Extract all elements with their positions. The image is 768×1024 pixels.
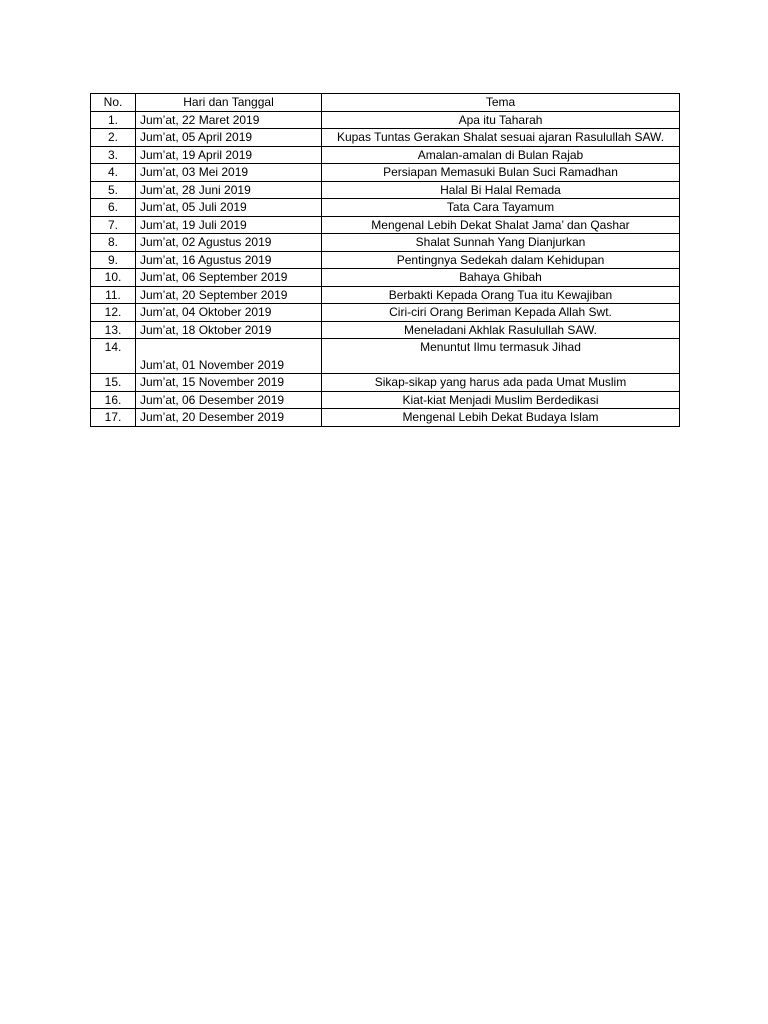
table-row xyxy=(91,164,680,182)
row-date: Jum’at, 02 Agustus 2019 xyxy=(136,234,322,252)
schedule-table xyxy=(90,93,680,427)
row-number: 6. xyxy=(91,199,136,217)
table-row xyxy=(91,304,680,322)
table-row xyxy=(91,199,680,217)
table-row xyxy=(91,374,680,392)
row-theme: Sikap-sikap yang harus ada pada Umat Muslim xyxy=(322,374,680,392)
row-theme: Halal Bi Halal Remada xyxy=(322,181,680,199)
row-date: Jum’at, 01 November 2019 xyxy=(136,339,322,374)
row-theme: Persiapan Memasuki Bulan Suci Ramadhan xyxy=(322,164,680,182)
table-row xyxy=(91,234,680,252)
row-date: Jum’at, 03 Mei 2019 xyxy=(136,164,322,182)
row-theme: Mengenal Lebih Dekat Shalat Jama’ dan Qashar xyxy=(322,216,680,234)
row-number: 11. xyxy=(91,286,136,304)
table-row xyxy=(91,181,680,199)
table-body xyxy=(91,111,680,426)
row-theme: Kupas Tuntas Gerakan Shalat sesuai ajaran Rasulullah SAW. xyxy=(322,129,680,147)
header-date: Hari dan Tanggal xyxy=(136,94,322,112)
row-date: Jum’at, 18 Oktober 2019 xyxy=(136,321,322,339)
row-number: 14. xyxy=(91,339,136,374)
document-page xyxy=(90,93,679,427)
row-number: 10. xyxy=(91,269,136,287)
row-number: 2. xyxy=(91,129,136,147)
row-theme: Bahaya Ghibah xyxy=(322,269,680,287)
row-theme: Meneladani Akhlak Rasulullah SAW. xyxy=(322,321,680,339)
table-row xyxy=(91,391,680,409)
row-number: 8. xyxy=(91,234,136,252)
table-row xyxy=(91,129,680,147)
row-date: Jum’at, 19 April 2019 xyxy=(136,146,322,164)
row-number: 15. xyxy=(91,374,136,392)
row-number: 12. xyxy=(91,304,136,322)
table-row xyxy=(91,146,680,164)
row-theme: Tata Cara Tayamum xyxy=(322,199,680,217)
row-number: 4. xyxy=(91,164,136,182)
row-number: 16. xyxy=(91,391,136,409)
row-date: Jum’at, 06 September 2019 xyxy=(136,269,322,287)
row-date: Jum’at, 20 September 2019 xyxy=(136,286,322,304)
header-no: No. xyxy=(91,94,136,112)
row-theme: Mengenal Lebih Dekat Budaya Islam xyxy=(322,409,680,427)
row-date: Jum’at, 05 Juli 2019 xyxy=(136,199,322,217)
row-theme: Pentingnya Sedekah dalam Kehidupan xyxy=(322,251,680,269)
row-number: 3. xyxy=(91,146,136,164)
row-theme: Berbakti Kepada Orang Tua itu Kewajiban xyxy=(322,286,680,304)
header-row xyxy=(91,94,680,112)
table-row xyxy=(91,269,680,287)
table-row xyxy=(91,251,680,269)
table-row xyxy=(91,321,680,339)
header-theme: Tema xyxy=(322,94,680,112)
row-date: Jum’at, 20 Desember 2019 xyxy=(136,409,322,427)
row-date: Jum’at, 04 Oktober 2019 xyxy=(136,304,322,322)
row-theme: Shalat Sunnah Yang Dianjurkan xyxy=(322,234,680,252)
row-theme: Kiat-kiat Menjadi Muslim Berdedikasi xyxy=(322,391,680,409)
row-theme: Menuntut Ilmu termasuk Jihad xyxy=(322,339,680,374)
table-row xyxy=(91,339,680,374)
table-row xyxy=(91,111,680,129)
row-number: 7. xyxy=(91,216,136,234)
row-number: 17. xyxy=(91,409,136,427)
row-date: Jum’at, 15 November 2019 xyxy=(136,374,322,392)
row-date: Jum’at, 22 Maret 2019 xyxy=(136,111,322,129)
row-theme: Amalan-amalan di Bulan Rajab xyxy=(322,146,680,164)
row-date: Jum’at, 19 Juli 2019 xyxy=(136,216,322,234)
row-date: Jum’at, 28 Juni 2019 xyxy=(136,181,322,199)
row-date: Jum’at, 06 Desember 2019 xyxy=(136,391,322,409)
row-date: Jum’at, 16 Agustus 2019 xyxy=(136,251,322,269)
row-date: Jum’at, 05 April 2019 xyxy=(136,129,322,147)
table-row xyxy=(91,216,680,234)
row-number: 1. xyxy=(91,111,136,129)
row-number: 9. xyxy=(91,251,136,269)
row-theme: Ciri-ciri Orang Beriman Kepada Allah Swt. xyxy=(322,304,680,322)
row-number: 13. xyxy=(91,321,136,339)
row-number: 5. xyxy=(91,181,136,199)
table-row xyxy=(91,409,680,427)
row-theme: Apa itu Taharah xyxy=(322,111,680,129)
table-row xyxy=(91,286,680,304)
